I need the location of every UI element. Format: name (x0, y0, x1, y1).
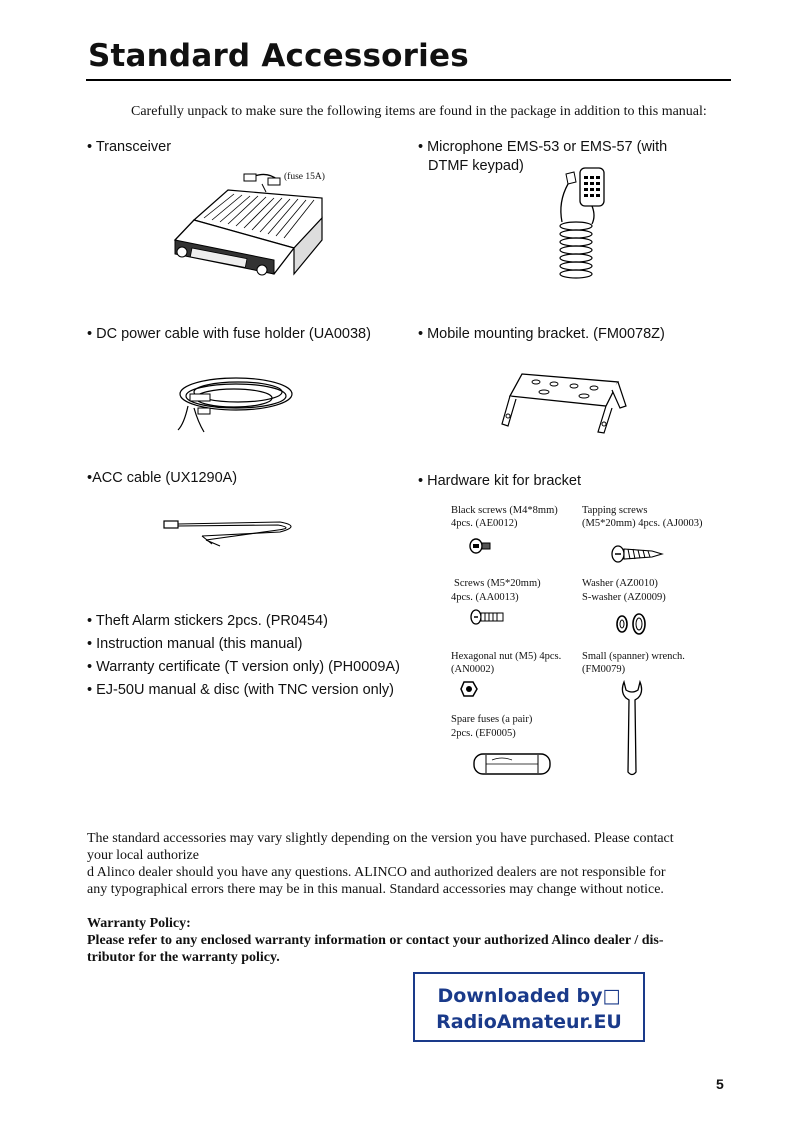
hw-fuses-line1: Spare fuses (a pair) (451, 714, 533, 725)
item-microphone-label-1: • Microphone EMS-53 or EMS-57 (with (418, 139, 668, 155)
notice-line-3: d Alinco dealer should you have any questions. ALINCO and authorized dealers are not responsible for (87, 865, 666, 880)
hw-wrench-line1: Small (spanner) wrench. (582, 651, 685, 662)
download-badge (413, 972, 645, 1042)
hw-fuses-line2: 2pcs. (EF0005) (451, 728, 516, 739)
hw-hex-nut-line2: (AN0002) (451, 664, 495, 675)
page-title: Standard Accessories (88, 38, 469, 74)
item-bracket-label: • Mobile mounting bracket. (FM0078Z) (418, 326, 665, 342)
acc-cable-illustration (162, 514, 302, 550)
hex-nut-illustration (460, 680, 478, 698)
item-microphone-label-2: DTMF keypad) (428, 158, 524, 174)
dc-cable-illustration (174, 366, 304, 436)
warranty-line-2: tributor for the warranty policy. (87, 950, 280, 965)
badge-line-2: RadioAmateur.EU (436, 1011, 622, 1033)
other-item-manual: • Instruction manual (this manual) (87, 636, 303, 652)
black-screw-illustration (468, 537, 494, 555)
notice-line-2: your local authorize (87, 848, 199, 863)
hw-screws-line2: 4pcs. (AA0013) (451, 592, 519, 603)
page-number: 5 (716, 1076, 724, 1092)
item-dc-cable-label: • DC power cable with fuse holder (UA0038) (87, 326, 371, 342)
hw-washer-line1: Washer (AZ0010) (582, 578, 658, 589)
warranty-line-1: Please refer to any enclosed warranty information or contact your authorized Alinco dealer / dis- (87, 933, 664, 948)
item-transceiver-label: • Transceiver (87, 139, 172, 155)
badge-line-1: Downloaded by□ (437, 985, 621, 1007)
transceiver-illustration (170, 168, 330, 283)
notice-line-4: any typographical errors there may be in this manual. Standard accessories may change without notice. (87, 882, 664, 897)
item-acc-cable-label: •ACC cable (UX1290A) (87, 470, 238, 486)
intro-text: Carefully unpack to make sure the following items are found in the package in addition to this manual: (131, 104, 707, 119)
notice-line-1: The standard accessories may vary slightly depending on the version you have purchased. Please contact (87, 831, 674, 846)
other-item-ej50u-manual: • EJ-50U manual & disc (with TNC version only) (87, 682, 394, 698)
hw-tapping-screws-line1: Tapping screws (582, 505, 648, 516)
other-item-stickers: • Theft Alarm stickers 2pcs. (PR0454) (87, 613, 328, 629)
wrench-illustration (618, 678, 648, 778)
hw-washer-line2: S-washer (AZ0009) (582, 592, 666, 603)
tapping-screw-illustration (610, 543, 664, 565)
other-item-warranty-certificate: • Warranty certificate (T version only) (PH0009A) (87, 659, 400, 675)
bracket-illustration (496, 366, 636, 434)
screw-illustration (470, 608, 506, 626)
microphone-illustration (548, 162, 618, 292)
fuse-illustration (472, 750, 554, 778)
hw-wrench-line2: (FM0079) (582, 664, 626, 675)
title-rule (86, 79, 731, 81)
fuse-note: (fuse 15A) (284, 172, 325, 182)
hw-screws-line1: Screws (M5*20mm) (454, 578, 541, 589)
item-hardware-kit-label: • Hardware kit for bracket (418, 473, 582, 489)
washer-illustration (616, 612, 650, 636)
hw-hex-nut-line1: Hexagonal nut (M5) 4pcs. (451, 651, 562, 662)
warranty-heading: Warranty Policy: (87, 916, 191, 931)
hw-tapping-screws-line2: (M5*20mm) 4pcs. (AJ0003) (582, 518, 703, 529)
hw-black-screws-line1: Black screws (M4*8mm) (451, 505, 558, 516)
hw-black-screws-line2: 4pcs. (AE0012) (451, 518, 518, 529)
